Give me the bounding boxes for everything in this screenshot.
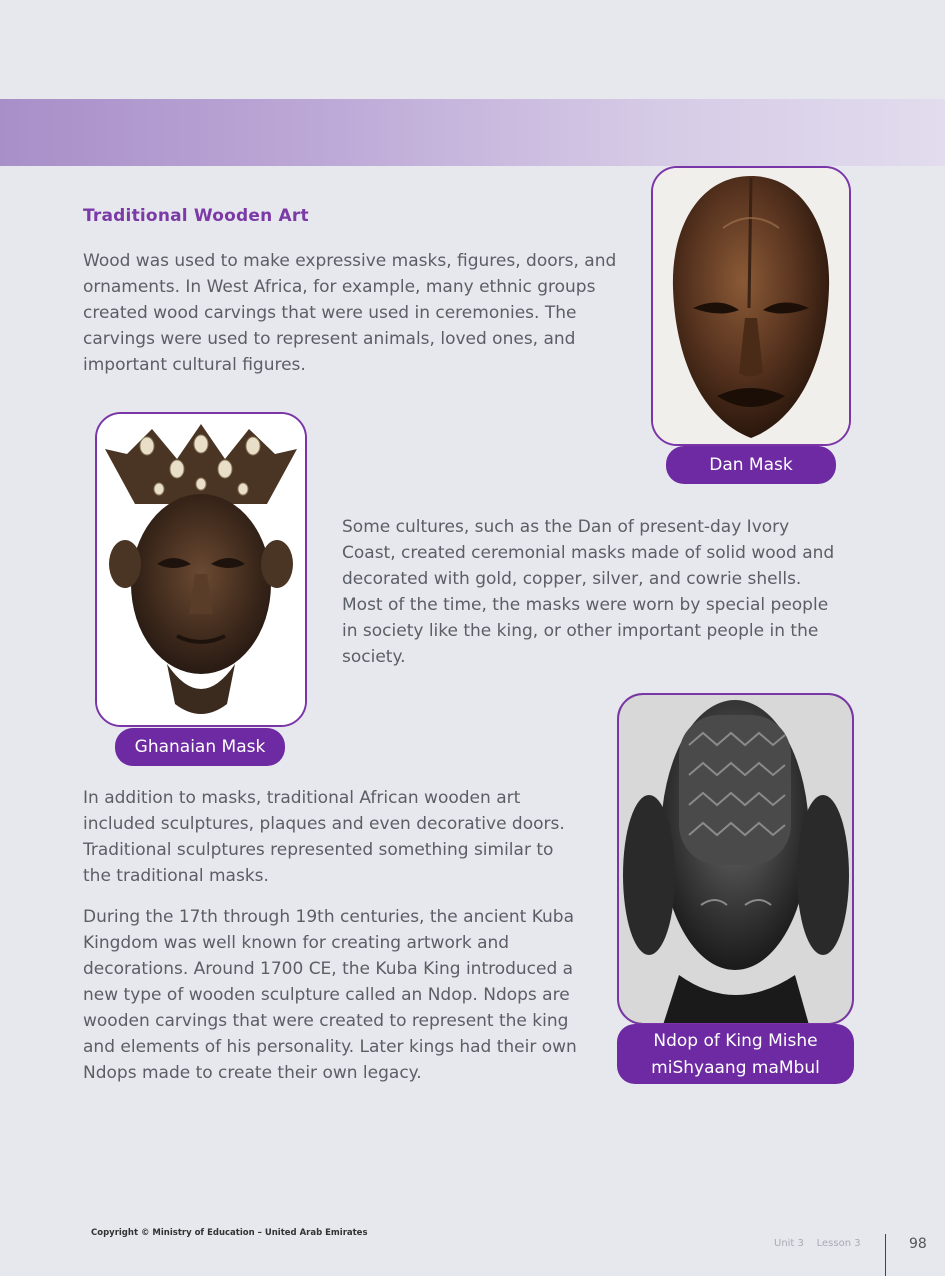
ndop-caption-line1: Ndop of King Mishe: [653, 1031, 818, 1051]
paragraph-dan-masks: Some cultures, such as the Dan of present-day Ivory Coast, created ceremonial masks made of solid wood and decorated with gold, copper, silver, and cowrie shells. Most of the time, the masks were worn by special people in society like the king, or other important people in the society.: [342, 517, 835, 667]
header-banner: [0, 99, 945, 166]
dan-mask-caption: Dan Mask: [666, 446, 836, 484]
ghanaian-mask-caption: Ghanaian Mask: [115, 728, 285, 766]
ndop-photo: [617, 693, 854, 1025]
ghanaian-mask-image: [97, 414, 305, 725]
page-number: 98: [909, 1236, 927, 1252]
ndop-caption-line2: miShyaang maMbul: [651, 1058, 820, 1078]
dan-mask-image: [653, 168, 849, 444]
unit-lesson-label: [774, 1238, 861, 1249]
section-title: Traditional Wooden Art: [83, 206, 309, 226]
footer-divider: [885, 1234, 886, 1276]
unit-label: Unit 3: [774, 1238, 804, 1249]
copyright-notice: Copyright © Ministry of Education – United Arab Emirates: [91, 1228, 368, 1238]
ndop-caption: [617, 1024, 854, 1084]
ndop-sculpture-image: [619, 695, 852, 1025]
ghanaian-mask-photo: [95, 412, 307, 727]
dan-mask-photo: [651, 166, 851, 446]
paragraph-intro: Wood was used to make expressive masks, figures, doors, and ornaments. In West Africa, for example, many ethnic groups created wood carvings that were used in ceremonies. The carvings were used to represent animals, loved ones, and important cultural figures.: [83, 251, 617, 375]
paragraph-sculptures: In addition to masks, traditional African wooden art included sculptures, plaques and even decorative doors. Traditional sculptures represented something similar to the traditional masks.: [83, 788, 565, 886]
lesson-label: Lesson 3: [816, 1238, 861, 1249]
paragraph-kuba-ndop: During the 17th through 19th centuries, the ancient Kuba Kingdom was well known for creating artwork and decorations. Around 1700 CE, the Kuba King introduced a new type of wooden sculpture called an Ndop. Ndops are wooden carvings that were created to represent the king and elements of his personality. Later kings had their own Ndops made to create their own legacy.: [83, 907, 577, 1083]
